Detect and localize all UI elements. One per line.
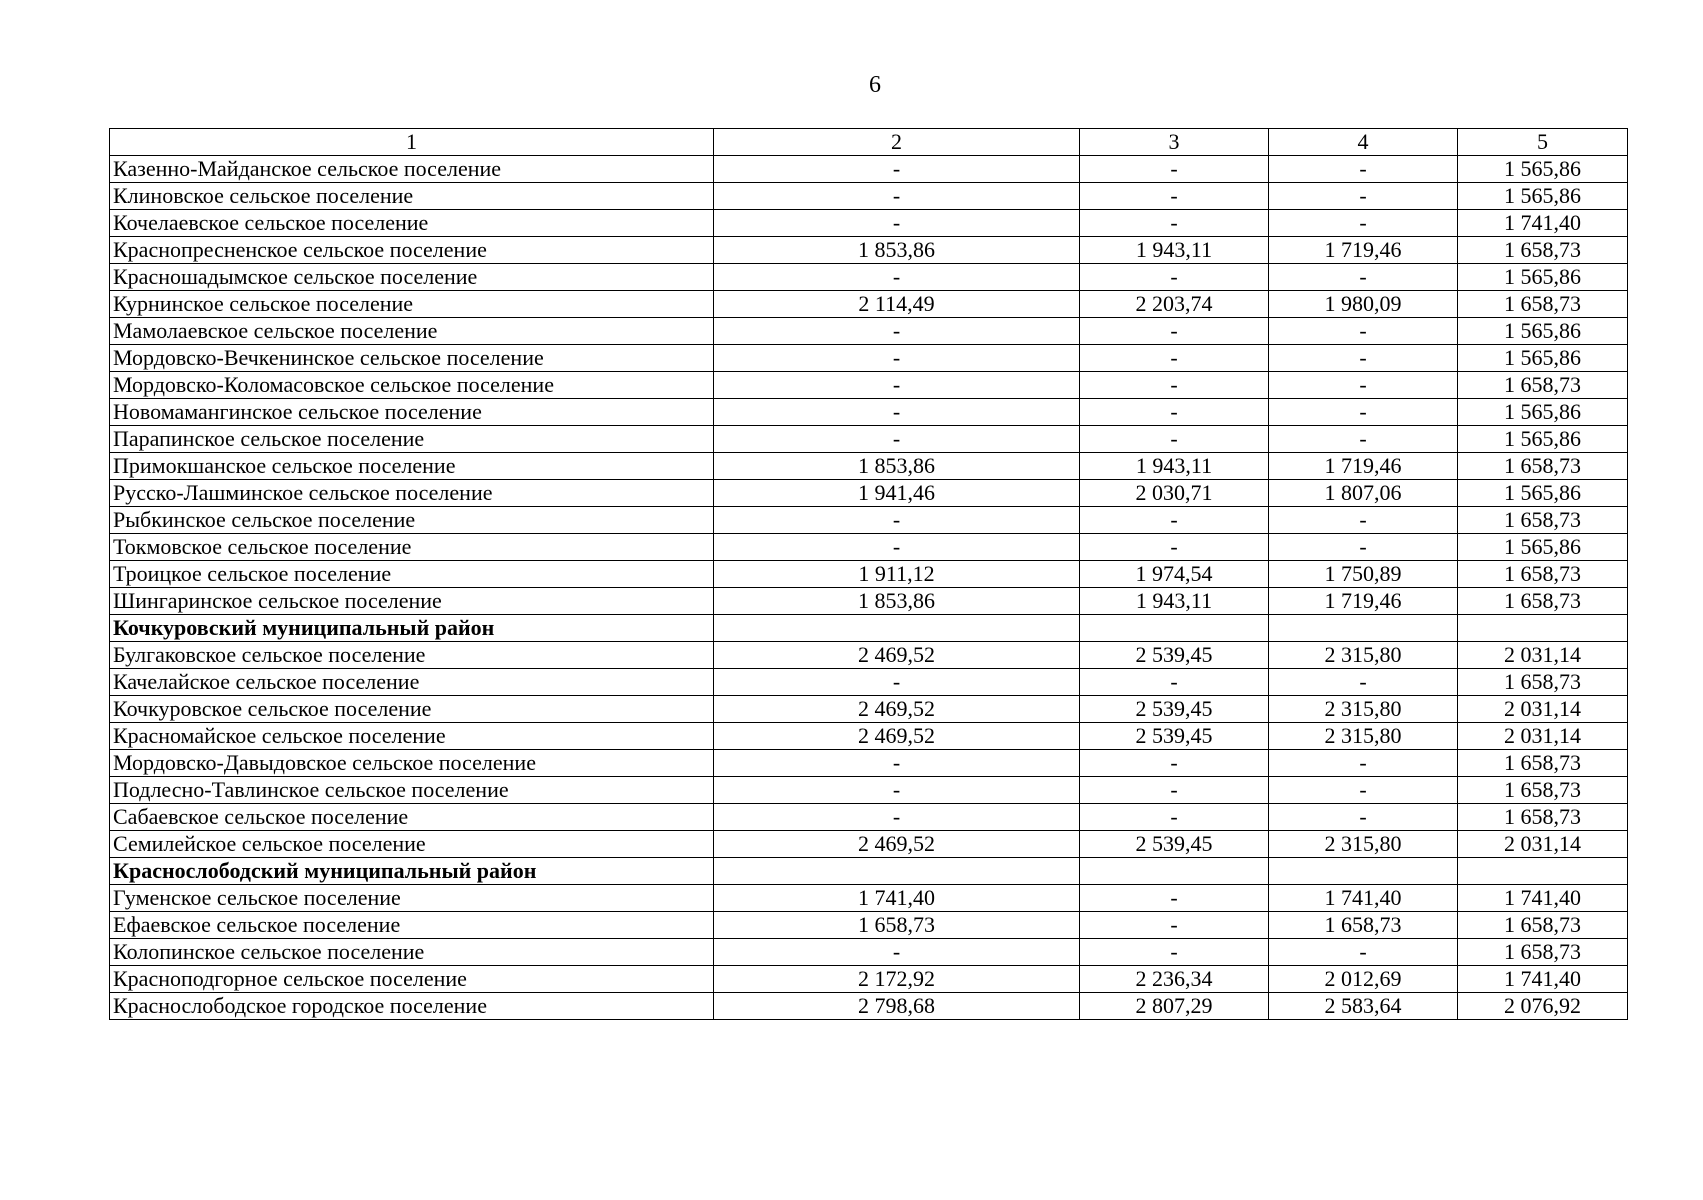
- value-cell-col2: -: [714, 318, 1080, 345]
- value-cell-col3: 1 974,54: [1080, 561, 1269, 588]
- value-cell-col2: 2 469,52: [714, 723, 1080, 750]
- table-row: [110, 912, 1628, 939]
- value-cell-col3: -: [1080, 399, 1269, 426]
- value-cell-col2: -: [714, 345, 1080, 372]
- value-cell-col5: 1 741,40: [1458, 210, 1628, 237]
- value-cell-col3: 2 030,71: [1080, 480, 1269, 507]
- value-cell-col3: -: [1080, 156, 1269, 183]
- column-number: 5: [1458, 129, 1628, 156]
- value-cell-col2: 1 853,86: [714, 588, 1080, 615]
- page-number: 6: [869, 72, 881, 98]
- value-cell-col5: 1 565,86: [1458, 156, 1628, 183]
- value-cell-col3: 2 539,45: [1080, 723, 1269, 750]
- settlement-name-cell: Курнинское сельское поселение: [110, 291, 714, 318]
- value-cell-col4: -: [1269, 318, 1458, 345]
- district-group-row: [110, 615, 1628, 642]
- value-cell-col4: [1269, 615, 1458, 642]
- value-cell-col4: -: [1269, 345, 1458, 372]
- table-row: [110, 237, 1628, 264]
- table-row: [110, 804, 1628, 831]
- value-cell-col3: 2 203,74: [1080, 291, 1269, 318]
- table-row: [110, 561, 1628, 588]
- value-cell-col4: 2 583,64: [1269, 993, 1458, 1020]
- value-cell-col4: 2 012,69: [1269, 966, 1458, 993]
- table-row: [110, 183, 1628, 210]
- value-cell-col2: [714, 858, 1080, 885]
- value-cell-col5: 2 031,14: [1458, 696, 1628, 723]
- value-cell-col5: 1 658,73: [1458, 561, 1628, 588]
- settlement-name-cell: Примокшанское сельское поселение: [110, 453, 714, 480]
- value-cell-col4: 2 315,80: [1269, 723, 1458, 750]
- value-cell-col5: 1 565,86: [1458, 534, 1628, 561]
- settlement-name-cell: Краснопресненское сельское поселение: [110, 237, 714, 264]
- value-cell-col3: 1 943,11: [1080, 237, 1269, 264]
- table-row: [110, 696, 1628, 723]
- settlement-name-cell: Токмовское сельское поселение: [110, 534, 714, 561]
- table-row: [110, 426, 1628, 453]
- value-cell-col2: 1 853,86: [714, 237, 1080, 264]
- table-row: [110, 534, 1628, 561]
- value-cell-col3: -: [1080, 939, 1269, 966]
- value-cell-col5: 1 565,86: [1458, 264, 1628, 291]
- table-row: [110, 831, 1628, 858]
- settlement-name-cell: Мордовско-Давыдовское сельское поселение: [110, 750, 714, 777]
- value-cell-col5: 2 076,92: [1458, 993, 1628, 1020]
- value-cell-col2: 2 469,52: [714, 831, 1080, 858]
- settlement-name-cell: Гуменское сельское поселение: [110, 885, 714, 912]
- value-cell-col4: -: [1269, 669, 1458, 696]
- value-cell-col2: -: [714, 777, 1080, 804]
- value-cell-col4: 1 719,46: [1269, 453, 1458, 480]
- value-cell-col4: -: [1269, 156, 1458, 183]
- column-number: 4: [1269, 129, 1458, 156]
- settlement-name-cell: Краснослободский муниципальный район: [110, 858, 714, 885]
- value-cell-col4: -: [1269, 426, 1458, 453]
- value-cell-col3: 1 943,11: [1080, 453, 1269, 480]
- value-cell-col3: 2 539,45: [1080, 831, 1269, 858]
- value-cell-col4: 2 315,80: [1269, 642, 1458, 669]
- tariff-table: [109, 128, 1628, 1020]
- table-row: [110, 777, 1628, 804]
- value-cell-col3: -: [1080, 804, 1269, 831]
- column-number: 1: [110, 129, 714, 156]
- settlement-name-cell: Сабаевское сельское поселение: [110, 804, 714, 831]
- table-row: [110, 966, 1628, 993]
- table-row: [110, 291, 1628, 318]
- value-cell-col4: 1 658,73: [1269, 912, 1458, 939]
- value-cell-col3: 1 943,11: [1080, 588, 1269, 615]
- settlement-name-cell: Рыбкинское сельское поселение: [110, 507, 714, 534]
- settlement-name-cell: Мамолаевское сельское поселение: [110, 318, 714, 345]
- value-cell-col4: 1 719,46: [1269, 237, 1458, 264]
- value-cell-col5: 1 658,73: [1458, 453, 1628, 480]
- table-row: [110, 345, 1628, 372]
- value-cell-col2: 2 798,68: [714, 993, 1080, 1020]
- settlement-name-cell: Кочелаевское сельское поселение: [110, 210, 714, 237]
- table-row: [110, 264, 1628, 291]
- table-row: [110, 993, 1628, 1020]
- table-row: [110, 723, 1628, 750]
- settlement-name-cell: Мордовско-Коломасовское сельское поселение: [110, 372, 714, 399]
- value-cell-col3: [1080, 615, 1269, 642]
- value-cell-col5: 1 565,86: [1458, 399, 1628, 426]
- value-cell-col5: 1 658,73: [1458, 750, 1628, 777]
- value-cell-col5: 2 031,14: [1458, 642, 1628, 669]
- district-group-row: [110, 858, 1628, 885]
- value-cell-col4: 1 741,40: [1269, 885, 1458, 912]
- value-cell-col5: 1 658,73: [1458, 588, 1628, 615]
- value-cell-col3: 2 236,34: [1080, 966, 1269, 993]
- table-row: [110, 372, 1628, 399]
- column-number: 3: [1080, 129, 1269, 156]
- value-cell-col4: -: [1269, 750, 1458, 777]
- value-cell-col5: 2 031,14: [1458, 723, 1628, 750]
- value-cell-col2: 1 941,46: [714, 480, 1080, 507]
- value-cell-col2: 2 114,49: [714, 291, 1080, 318]
- value-cell-col5: 1 565,86: [1458, 426, 1628, 453]
- value-cell-col3: -: [1080, 345, 1269, 372]
- value-cell-col5: 1 741,40: [1458, 885, 1628, 912]
- table-row: [110, 642, 1628, 669]
- value-cell-col5: 1 658,73: [1458, 939, 1628, 966]
- settlement-name-cell: Парапинское сельское поселение: [110, 426, 714, 453]
- table-row: [110, 480, 1628, 507]
- settlement-name-cell: Казенно-Майданское сельское поселение: [110, 156, 714, 183]
- value-cell-col2: -: [714, 669, 1080, 696]
- value-cell-col5: 2 031,14: [1458, 831, 1628, 858]
- value-cell-col5: 1 658,73: [1458, 291, 1628, 318]
- value-cell-col2: [714, 615, 1080, 642]
- value-cell-col5: [1458, 858, 1628, 885]
- value-cell-col4: 1 750,89: [1269, 561, 1458, 588]
- value-cell-col4: -: [1269, 534, 1458, 561]
- value-cell-col4: -: [1269, 372, 1458, 399]
- settlement-name-cell: Клиновское сельское поселение: [110, 183, 714, 210]
- value-cell-col4: [1269, 858, 1458, 885]
- value-cell-col3: 2 807,29: [1080, 993, 1269, 1020]
- value-cell-col5: 1 658,73: [1458, 372, 1628, 399]
- value-cell-col3: -: [1080, 372, 1269, 399]
- value-cell-col3: -: [1080, 777, 1269, 804]
- value-cell-col2: -: [714, 210, 1080, 237]
- value-cell-col2: -: [714, 264, 1080, 291]
- settlement-name-cell: Кочкуровское сельское поселение: [110, 696, 714, 723]
- value-cell-col2: -: [714, 534, 1080, 561]
- value-cell-col4: 1 719,46: [1269, 588, 1458, 615]
- settlement-name-cell: Краснослободское городское поселение: [110, 993, 714, 1020]
- table-row: [110, 156, 1628, 183]
- settlement-name-cell: Новомамангинское сельское поселение: [110, 399, 714, 426]
- value-cell-col3: 2 539,45: [1080, 642, 1269, 669]
- value-cell-col5: [1458, 615, 1628, 642]
- value-cell-col5: 1 565,86: [1458, 480, 1628, 507]
- value-cell-col4: -: [1269, 264, 1458, 291]
- value-cell-col2: 2 469,52: [714, 696, 1080, 723]
- table-row: [110, 669, 1628, 696]
- table-row: [110, 507, 1628, 534]
- value-cell-col4: 1 980,09: [1269, 291, 1458, 318]
- table-row: [110, 210, 1628, 237]
- table-header-row: [110, 129, 1628, 156]
- value-cell-col4: 1 807,06: [1269, 480, 1458, 507]
- value-cell-col3: -: [1080, 912, 1269, 939]
- value-cell-col2: 2 172,92: [714, 966, 1080, 993]
- table-row: [110, 588, 1628, 615]
- value-cell-col2: 1 741,40: [714, 885, 1080, 912]
- value-cell-col4: 2 315,80: [1269, 831, 1458, 858]
- settlement-name-cell: Подлесно-Тавлинское сельское поселение: [110, 777, 714, 804]
- settlement-name-cell: Колопинское сельское поселение: [110, 939, 714, 966]
- value-cell-col2: 1 853,86: [714, 453, 1080, 480]
- settlement-name-cell: Красношадымское сельское поселение: [110, 264, 714, 291]
- settlement-name-cell: Русско-Лашминское сельское поселение: [110, 480, 714, 507]
- value-cell-col3: -: [1080, 669, 1269, 696]
- settlement-name-cell: Троицкое сельское поселение: [110, 561, 714, 588]
- value-cell-col2: -: [714, 939, 1080, 966]
- settlement-name-cell: Кочкуровский муниципальный район: [110, 615, 714, 642]
- value-cell-col4: -: [1269, 507, 1458, 534]
- value-cell-col4: -: [1269, 804, 1458, 831]
- value-cell-col2: 2 469,52: [714, 642, 1080, 669]
- value-cell-col2: -: [714, 183, 1080, 210]
- value-cell-col4: -: [1269, 183, 1458, 210]
- value-cell-col2: -: [714, 372, 1080, 399]
- value-cell-col5: 1 658,73: [1458, 777, 1628, 804]
- value-cell-col5: 1 658,73: [1458, 912, 1628, 939]
- settlement-name-cell: Шингаринское сельское поселение: [110, 588, 714, 615]
- table-row: [110, 399, 1628, 426]
- settlement-name-cell: Красномайское сельское поселение: [110, 723, 714, 750]
- value-cell-col3: -: [1080, 885, 1269, 912]
- settlement-name-cell: Мордовско-Вечкенинское сельское поселение: [110, 345, 714, 372]
- value-cell-col5: 1 658,73: [1458, 804, 1628, 831]
- value-cell-col2: -: [714, 804, 1080, 831]
- settlement-name-cell: Ефаевское сельское поселение: [110, 912, 714, 939]
- value-cell-col3: -: [1080, 210, 1269, 237]
- settlement-name-cell: Семилейское сельское поселение: [110, 831, 714, 858]
- value-cell-col2: -: [714, 399, 1080, 426]
- value-cell-col4: 2 315,80: [1269, 696, 1458, 723]
- value-cell-col5: 1 658,73: [1458, 237, 1628, 264]
- column-number: 2: [714, 129, 1080, 156]
- table-row: [110, 453, 1628, 480]
- table-row: [110, 939, 1628, 966]
- value-cell-col3: -: [1080, 750, 1269, 777]
- value-cell-col5: 1 741,40: [1458, 966, 1628, 993]
- value-cell-col5: 1 565,86: [1458, 183, 1628, 210]
- value-cell-col3: -: [1080, 183, 1269, 210]
- value-cell-col5: 1 565,86: [1458, 345, 1628, 372]
- table-row: [110, 750, 1628, 777]
- value-cell-col2: -: [714, 750, 1080, 777]
- value-cell-col5: 1 565,86: [1458, 318, 1628, 345]
- value-cell-col3: -: [1080, 534, 1269, 561]
- settlement-name-cell: Качелайское сельское поселение: [110, 669, 714, 696]
- value-cell-col4: -: [1269, 399, 1458, 426]
- value-cell-col4: -: [1269, 210, 1458, 237]
- value-cell-col3: [1080, 858, 1269, 885]
- value-cell-col4: -: [1269, 777, 1458, 804]
- value-cell-col3: -: [1080, 318, 1269, 345]
- value-cell-col2: -: [714, 156, 1080, 183]
- table-row: [110, 885, 1628, 912]
- table-row: [110, 318, 1628, 345]
- value-cell-col2: 1 658,73: [714, 912, 1080, 939]
- value-cell-col3: -: [1080, 507, 1269, 534]
- value-cell-col3: 2 539,45: [1080, 696, 1269, 723]
- settlement-name-cell: Булгаковское сельское поселение: [110, 642, 714, 669]
- value-cell-col2: -: [714, 507, 1080, 534]
- value-cell-col2: -: [714, 426, 1080, 453]
- value-cell-col3: -: [1080, 264, 1269, 291]
- value-cell-col5: 1 658,73: [1458, 669, 1628, 696]
- settlement-name-cell: Красноподгорное сельское поселение: [110, 966, 714, 993]
- value-cell-col2: 1 911,12: [714, 561, 1080, 588]
- value-cell-col3: -: [1080, 426, 1269, 453]
- value-cell-col4: -: [1269, 939, 1458, 966]
- value-cell-col5: 1 658,73: [1458, 507, 1628, 534]
